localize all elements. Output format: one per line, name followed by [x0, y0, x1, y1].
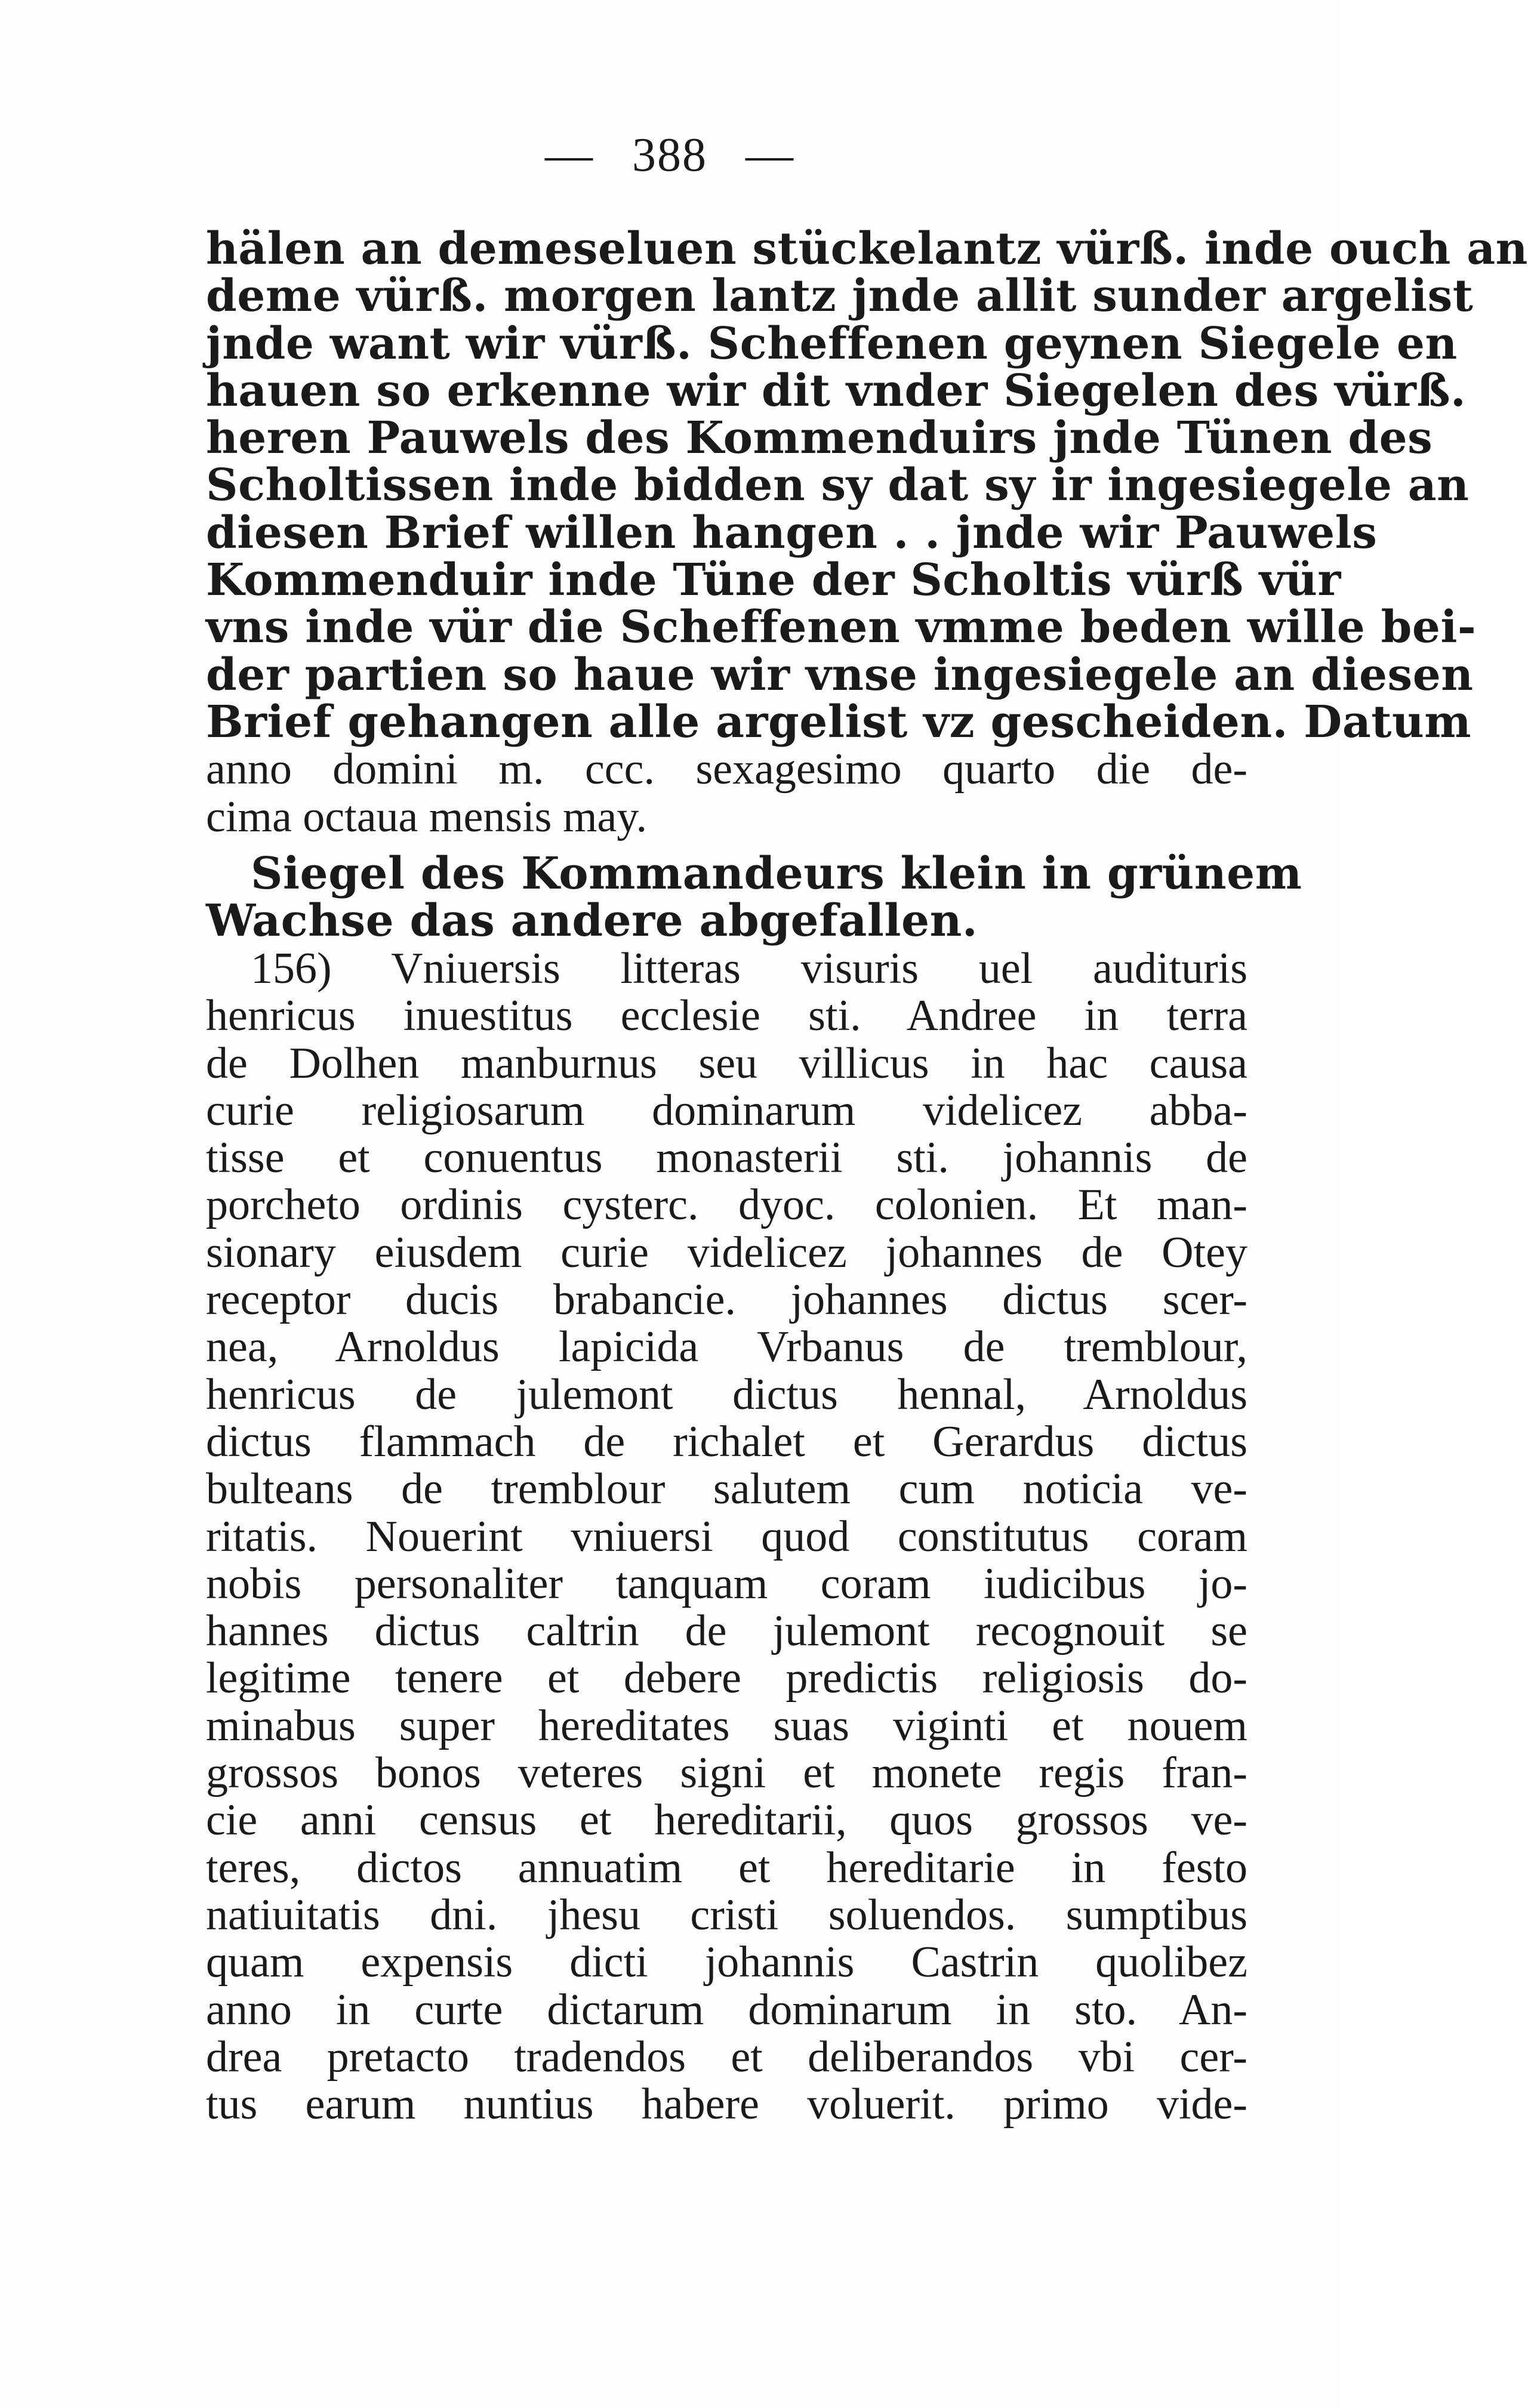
text-line: henricus de julemont dictus hennal, Arnoldus	[206, 1370, 1247, 1419]
text-line: Scholtissen inde bidden sy dat sy ir ingesiegele an	[206, 460, 1470, 511]
text-line: cima octaua mensis may.	[206, 792, 648, 841]
text-line: deme vürß. morgen lantz jnde allit sunder argelist	[206, 270, 1474, 322]
text-line: nobis personaliter tanquam coram iudicibus jo-	[206, 1559, 1247, 1608]
text-line: porcheto ordinis cysterc. dyoc. colonien. Et man-	[206, 1180, 1247, 1230]
text-line: sionary eiusdem curie videlicez johannes de Otey	[206, 1228, 1247, 1277]
text-line: quam expensis dicti johannis Castrin quolibez	[206, 1938, 1247, 1987]
text-line: anno domini m. ccc. sexagesimo quarto die de-	[206, 745, 1247, 794]
text-line: cie anni census et hereditarii, quos grossos ve-	[206, 1796, 1247, 1845]
text-line: bulteans de tremblour salutem cum noticia ve-	[206, 1464, 1247, 1514]
page-number: 388	[632, 129, 707, 181]
charter-156-paragraph	[206, 945, 1247, 2128]
text-line: drea pretacto tradendos et deliberandos vbi cer-	[206, 2032, 1247, 2082]
text-line: grossos bonos veteres signi et monete regis fran-	[206, 1749, 1247, 1798]
seal-note	[206, 848, 1302, 947]
text-line: henricus inuestitus ecclesie sti. Andree in terra	[206, 991, 1247, 1041]
text-line: ritatis. Nouerint vniuersi quod constitutus coram	[206, 1512, 1247, 1561]
text-line: der partien so haue wir vnse ingesiegele an diesen	[206, 649, 1474, 701]
charter-continuation-paragraph	[206, 223, 1528, 841]
text-line: hauen so erkenne wir dit vnder Siegelen des vürß.	[206, 365, 1467, 417]
text-line: minabus super hereditates suas viginti et nouem	[206, 1701, 1247, 1750]
text-line: Wachse das andere abgefallen.	[206, 895, 978, 947]
text-line: de Dolhen manburnus seu villicus in hac causa	[206, 1038, 1247, 1088]
text-line: hannes dictus caltrin de julemont recognouit se	[206, 1607, 1247, 1656]
page-header	[0, 128, 1339, 183]
text-line: nea, Arnoldus lapicida Vrbanus de tremblour,	[206, 1322, 1247, 1372]
header-dash-right: —	[745, 129, 794, 181]
text-line: dictus flammach de richalet et Gerardus dictus	[206, 1417, 1247, 1466]
text-line: 156) Vniuersis litteras visuris uel audituris	[251, 944, 1247, 993]
text-line: hälen an demeseluen stückelantz vürß. inde ouch an	[206, 223, 1528, 275]
text-line: natiuitatis dni. jhesu cristi soluendos. sumptibus	[206, 1890, 1247, 1940]
text-line: Siegel des Kommandeurs klein in grünem	[251, 848, 1302, 899]
text-line: tus earum nuntius habere voluerit. primo vide-	[206, 2080, 1247, 2129]
text-line: Kommenduir inde Tüne der Scholtis vürß vür	[206, 554, 1341, 606]
text-line: anno in curte dictarum dominarum in sto. An-	[206, 1985, 1247, 2034]
text-line: heren Pauwels des Kommenduirs jnde Tünen des	[206, 412, 1433, 464]
text-line: vns inde vür die Scheffenen vmme beden wille bei-	[206, 602, 1477, 653]
text-line: jnde want wir vürß. Scheffenen geynen Siegele en	[206, 317, 1458, 369]
text-line: Brief gehangen alle argelist vz gescheiden. Datum	[206, 696, 1472, 748]
text-line: curie religiosarum dominarum videlicez abba-	[206, 1086, 1247, 1135]
header-dash-left: —	[545, 129, 594, 181]
text-line: legitime tenere et debere predictis religiosis do-	[206, 1654, 1247, 1703]
text-line: diesen Brief willen hangen . . jnde wir Pauwels	[206, 507, 1378, 559]
text-line: teres, dictos annuatim et hereditarie in festo	[206, 1843, 1247, 1892]
text-line: tisse et conuentus monasterii sti. johannis de	[206, 1133, 1247, 1183]
text-line: receptor ducis brabancie. johannes dictus scer-	[206, 1275, 1247, 1325]
